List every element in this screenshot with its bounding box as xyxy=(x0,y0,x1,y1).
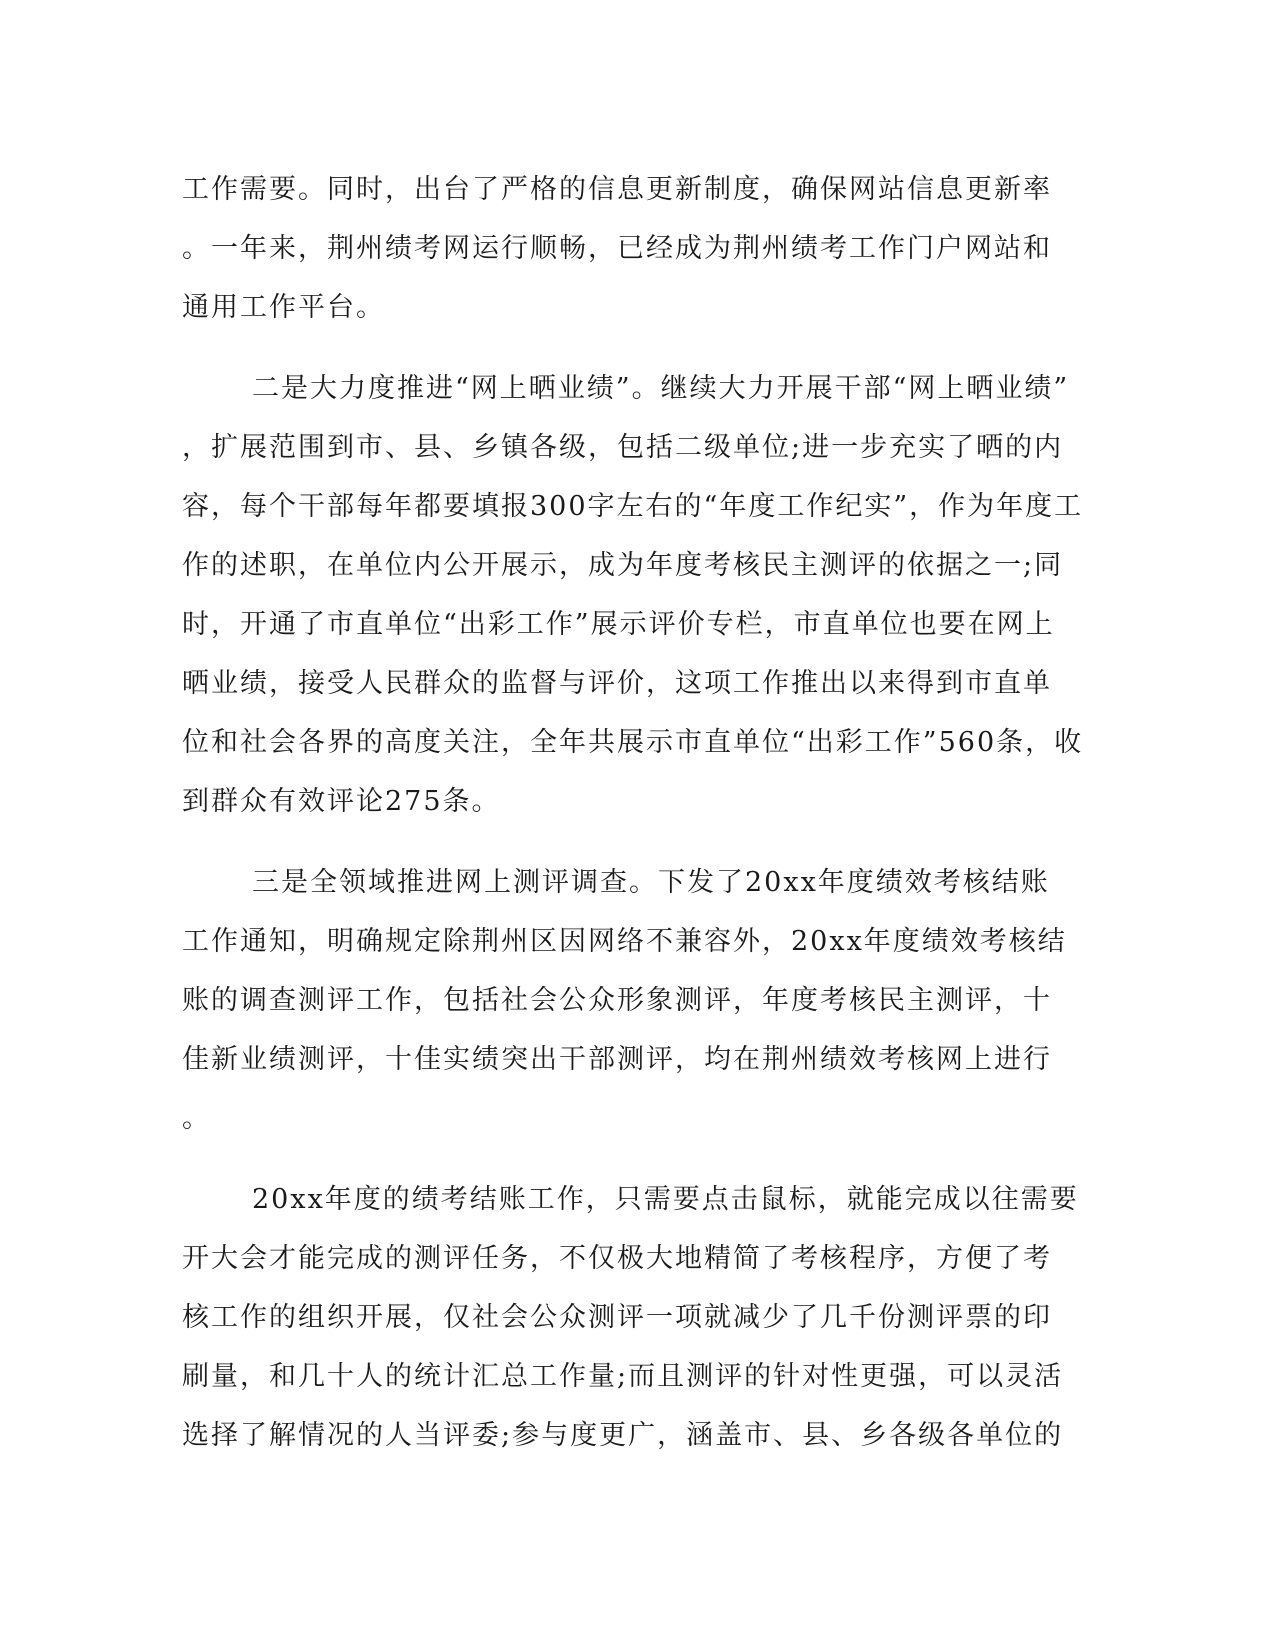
text-line: ，扩展范围到市、县、乡镇各级，包括二级单位;进一步充实了晒的内 xyxy=(182,432,1064,463)
document-body xyxy=(182,160,1084,1465)
text-line: 时，开通了市直单位“出彩工作”展示评价专栏，市直单位也要在网上 xyxy=(182,609,1055,640)
paragraph-4 xyxy=(182,1170,1079,1465)
text-line: 工作需要。同时，出台了严格的信息更新制度，确保网站信息更新率 xyxy=(182,174,1052,205)
text-line: 工作通知，明确规定除荆州区因网络不兼容外，20xx年度绩效考核结 xyxy=(182,926,1067,957)
text-line: 通用工作平台。 xyxy=(182,292,385,323)
text-line: 佳新业绩测评，十佳实绩突出干部测评，均在荆州绩效考核网上进行 xyxy=(182,1044,1052,1075)
text-line: 到群众有效评论275条。 xyxy=(182,786,501,817)
paragraph-continuation xyxy=(182,160,1062,337)
paragraph-2 xyxy=(182,359,1084,831)
text-line: 选择了解情况的人当评委;参与度更广，涵盖市、县、乡各级各单位的 xyxy=(182,1420,1064,1451)
text-line: 晒业绩，接受人民群众的监督与评价，这项工作推出以来得到市直单 xyxy=(182,668,1052,699)
text-line: 。 xyxy=(182,1103,211,1134)
paragraph-gap xyxy=(182,831,1062,853)
paragraph-gap xyxy=(182,1148,1062,1170)
text-line: 账的调查测评工作，包括社会公众形象测评，年度考核民主测评，十 xyxy=(182,985,1052,1016)
text-line: 刷量，和几十人的统计汇总工作量;而且测评的针对性更强，可以灵活 xyxy=(182,1361,1064,1392)
text-line: 核工作的组织开展，仅社会公众测评一项就减少了几千份测评票的印 xyxy=(182,1302,1052,1333)
text-line: 二是大力度推进“网上晒业绩”。继续大力开展干部“网上晒业绩” xyxy=(252,373,1070,404)
text-line: 开大会才能完成的测评任务，不仅极大地精简了考核程序，方便了考 xyxy=(182,1243,1052,1274)
text-line: 作的述职，在单位内公开展示，成为年度考核民主测评的依据之一;同 xyxy=(182,550,1064,581)
text-line: 位和社会各界的高度关注，全年共展示市直单位“出彩工作”560条，收 xyxy=(182,727,1084,758)
text-line: 20xx年度的绩考结账工作，只需要点击鼠标，就能完成以往需要 xyxy=(252,1184,1079,1215)
paragraph-gap xyxy=(182,337,1062,359)
text-line: 。一年来，荆州绩考网运行顺畅，已经成为荆州绩考工作门户网站和 xyxy=(182,233,1052,264)
text-line: 三是全领域推进网上测评调查。下发了20xx年度绩效考核结账 xyxy=(252,867,1050,898)
text-line: 容，每个干部每年都要填报300字左右的“年度工作纪实”，作为年度工 xyxy=(182,491,1084,522)
paragraph-3 xyxy=(182,853,1067,1148)
